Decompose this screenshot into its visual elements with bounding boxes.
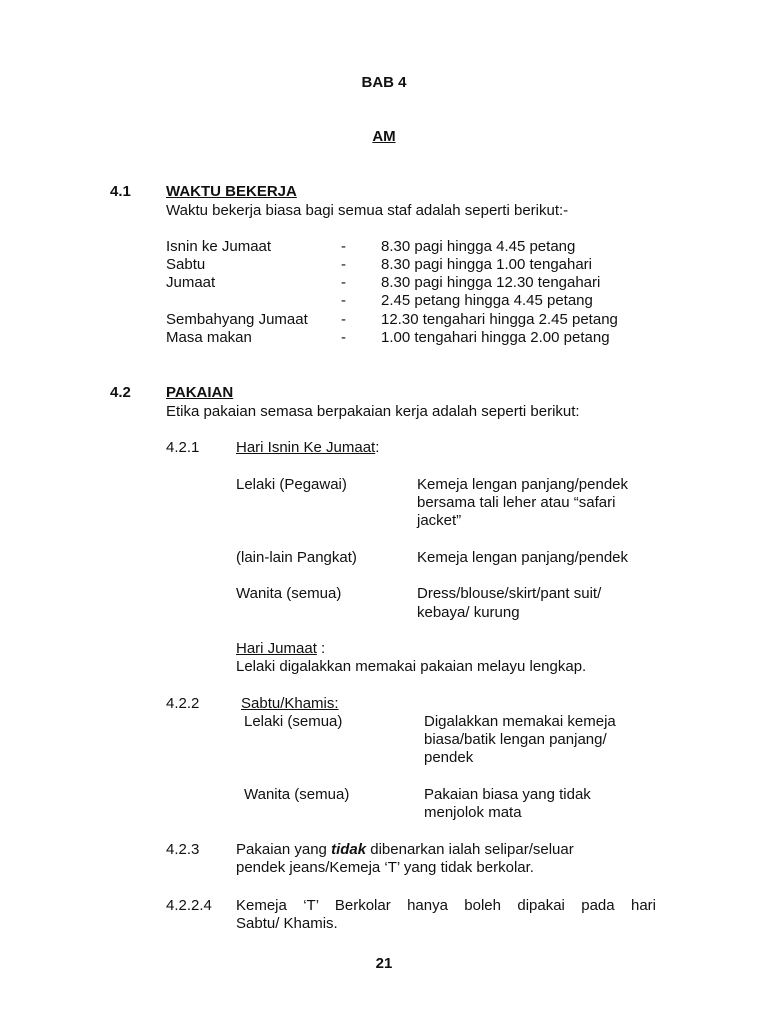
work-hours-time: 12.30 tengahari hingga 2.45 petang <box>381 311 618 328</box>
work-hours-time: 8.30 pagi hingga 1.00 tengahari <box>381 256 593 273</box>
dress-who: Wanita (semua) <box>244 786 350 803</box>
work-hours-dash: - <box>341 238 346 255</box>
subsection-4-2-2-number: 4.2.2 <box>166 695 200 712</box>
section-4-2-number: 4.2 <box>110 384 131 401</box>
work-hours-day: Isnin ke Jumaat <box>166 238 272 255</box>
work-hours-time: 1.00 tengahari hingga 2.00 petang <box>381 329 610 346</box>
work-hours-time: 2.45 petang hingga 4.45 petang <box>381 292 593 309</box>
subsection-4-2-1-number: 4.2.1 <box>166 439 200 456</box>
work-hours-day: Sabtu <box>166 256 206 273</box>
section-4-1-intro: Waktu bekerja biasa bagi semua staf adalah seperti berikut:- <box>166 202 569 219</box>
dress-line: Dress/blouse/skirt/pant suit/ <box>417 585 602 602</box>
section-4-2-intro: Etika pakaian semasa berpakaian kerja adalah seperti berikut: <box>166 403 580 420</box>
subsection-4-2-1-title <box>236 439 379 457</box>
subsection-title-text: Hari Isnin Ke Jumaat <box>236 439 376 456</box>
section-4-1-number: 4.1 <box>110 183 131 200</box>
section-4-1-heading: WAKTU BEKERJA <box>166 183 297 200</box>
work-hours-day: Sembahyang Jumaat <box>166 311 308 328</box>
subsection-4-2-2-title <box>241 695 339 713</box>
dress-line: menjolok mata <box>424 804 522 821</box>
friday-dress-title-colon: : <box>316 640 326 657</box>
dress-line: kebaya/ kurung <box>417 604 520 621</box>
prohibited-text-after: dibenarkan ialah selipar/seluar <box>366 841 574 858</box>
work-hours-dash: - <box>341 311 346 328</box>
dress-who: Wanita (semua) <box>236 585 342 602</box>
friday-dress-title-text: Hari Jumaat <box>236 640 317 657</box>
dress-line: bersama tali leher atau “safari <box>417 494 616 511</box>
chapter-label: BAB 4 <box>361 74 407 91</box>
page-number: 21 <box>375 955 393 972</box>
subsection-4-2-3-number: 4.2.3 <box>166 841 200 858</box>
dress-who: (lain-lain Pangkat) <box>236 549 357 566</box>
prohibited-dress-text-line2: pendek jeans/Kemeja ‘T’ yang tidak berkolar. <box>236 859 534 876</box>
prohibited-text-before: Pakaian yang <box>236 841 332 858</box>
subsection-title-text: Sabtu/Khamis: <box>241 695 339 712</box>
collared-tshirt-text-line2: Sabtu/ Khamis. <box>236 915 338 932</box>
work-hours-dash: - <box>341 329 346 346</box>
work-hours-dash: - <box>341 274 346 291</box>
page-title-text: AM <box>372 128 396 145</box>
dress-line: Kemeja lengan panjang/pendek <box>417 549 629 566</box>
dress-line: pendek <box>424 749 474 766</box>
page-title <box>0 128 768 146</box>
dress-line: Pakaian biasa yang tidak <box>424 786 591 803</box>
dress-line: Digalakkan memakai kemeja <box>424 713 616 730</box>
dress-who: Lelaki (Pegawai) <box>236 476 347 493</box>
work-hours-day: Masa makan <box>166 329 252 346</box>
work-hours-dash: - <box>341 256 346 273</box>
dress-line: biasa/batik lengan panjang/ <box>424 731 607 748</box>
prohibited-dress-text <box>236 841 574 859</box>
subsection-4-2-2-4-number: 4.2.2.4 <box>166 897 212 914</box>
subsection-title-colon: : <box>375 439 380 456</box>
dress-line: jacket” <box>417 512 462 529</box>
work-hours-time: 8.30 pagi hingga 4.45 petang <box>381 238 576 255</box>
work-hours-day: Jumaat <box>166 274 216 291</box>
work-hours-time: 8.30 pagi hingga 12.30 tengahari <box>381 274 601 291</box>
work-hours-dash: - <box>341 292 346 309</box>
friday-dress-title <box>236 640 325 658</box>
collared-tshirt-text: Kemeja ‘T’ Berkolar hanya boleh dipakai pada hari <box>236 897 656 914</box>
dress-who: Lelaki (semua) <box>244 713 343 730</box>
prohibited-emphasis: tidak <box>331 841 367 858</box>
dress-line: Kemeja lengan panjang/pendek <box>417 476 629 493</box>
friday-dress-text: Lelaki digalakkan memakai pakaian melayu lengkap. <box>236 658 587 675</box>
section-4-2-heading: PAKAIAN <box>166 384 234 401</box>
